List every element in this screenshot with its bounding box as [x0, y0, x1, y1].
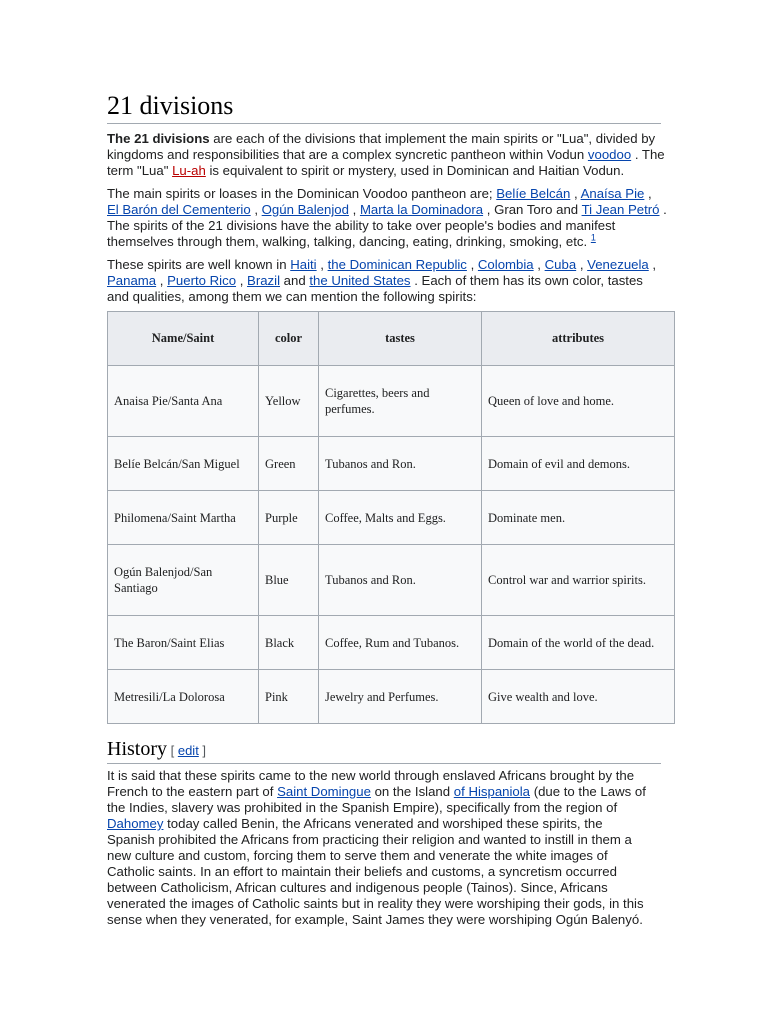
header-color: color	[259, 312, 319, 366]
cell-tastes: Jewelry and Perfumes.	[319, 670, 482, 724]
cell-name-saint: Ogún Balenjod/San Santiago	[108, 545, 259, 616]
link-venezuela[interactable]: Venezuela	[587, 257, 649, 272]
known-paragraph: These spirits are well known in Haiti , the Dominican Republic , Colombia , Cuba , Venezuela , Panama , Puerto Rico , Brazil and the United States . Each of them has its own color, tastes and qualities, among them we can mention the following spirits:	[107, 257, 657, 304]
cell-color: Pink	[259, 670, 319, 724]
reference-link[interactable]: 1	[590, 232, 596, 243]
edit-section-link[interactable]: edit	[177, 743, 199, 758]
cell-name-saint: Metresili/La Dolorosa	[108, 670, 259, 724]
link-of-hispaniola[interactable]: of Hispaniola	[453, 784, 531, 799]
cell-tastes: Cigarettes, beers and perfumes.	[319, 366, 482, 437]
link-haiti[interactable]: Haiti	[290, 257, 317, 272]
cell-color: Purple	[259, 491, 319, 545]
table-row	[108, 437, 675, 491]
table-row	[108, 491, 675, 545]
cell-attributes: Queen of love and home.	[482, 366, 675, 437]
cell-attributes: Domain of evil and demons.	[482, 437, 675, 491]
table-row	[108, 670, 675, 724]
cell-tastes: Tubanos and Ron.	[319, 437, 482, 491]
link-saint-domingue[interactable]: Saint Domingue	[277, 784, 371, 799]
spirits-table	[107, 311, 675, 724]
link-panama[interactable]: Panama	[107, 273, 157, 288]
cell-attributes: Dominate men.	[482, 491, 675, 545]
cell-tastes: Coffee, Malts and Eggs.	[319, 491, 482, 545]
link-ti-jean-petro[interactable]: Ti Jean Petró	[581, 202, 660, 217]
cell-color: Yellow	[259, 366, 319, 437]
header-name-saint: Name/Saint	[108, 312, 259, 366]
cell-color: Blue	[259, 545, 319, 616]
history-heading	[107, 737, 661, 764]
cell-attributes: Control war and warrior spirits.	[482, 545, 675, 616]
cell-name-saint: Belíe Belcán/San Miguel	[108, 437, 259, 491]
table-row	[108, 616, 675, 670]
link-ogun-balenjod[interactable]: Ogún Balenjod	[261, 202, 349, 217]
cell-attributes: Domain of the world of the dead.	[482, 616, 675, 670]
link-belie-belcan[interactable]: Belíe Belcán	[496, 186, 571, 201]
intro-paragraph: The 21 divisions are each of the divisions that implement the main spirits or "Lua", divided by kingdoms and responsibilities that are a complex syncretic pantheon within Vodun voodoo . The term "Lua" Lu-ah is equivalent to spirit or mystery, used in Dominican and Haitian Vodun.	[107, 131, 665, 178]
cell-attributes: Give wealth and love.	[482, 670, 675, 724]
cell-tastes: Coffee, Rum and Tubanos.	[319, 616, 482, 670]
cell-color: Black	[259, 616, 319, 670]
link-lu-ah[interactable]: Lu-ah	[172, 163, 206, 178]
link-dominican-republic[interactable]: the Dominican Republic	[327, 257, 467, 272]
link-el-baron-del-cementerio[interactable]: El Barón del Cementerio	[107, 202, 251, 217]
edit-section: [ edit ]	[167, 743, 207, 758]
link-marta-la-dominadora[interactable]: Marta la Dominadora	[359, 202, 484, 217]
table-row	[108, 545, 675, 616]
history-heading-text: History	[107, 738, 167, 760]
table-header-row	[108, 312, 675, 366]
link-united-states[interactable]: the United States	[309, 273, 411, 288]
cell-name-saint: The Baron/Saint Elias	[108, 616, 259, 670]
cell-color: Green	[259, 437, 319, 491]
link-voodoo[interactable]: voodoo	[587, 147, 632, 162]
cell-name-saint: Philomena/Saint Martha	[108, 491, 259, 545]
page-title: 21 divisions	[107, 90, 661, 124]
link-puerto-rico[interactable]: Puerto Rico	[167, 273, 237, 288]
link-anaisa-pie[interactable]: Anaísa Pie	[580, 186, 645, 201]
link-cuba[interactable]: Cuba	[544, 257, 577, 272]
link-dahomey[interactable]: Dahomey	[107, 816, 164, 831]
cell-name-saint: Anaisa Pie/Santa Ana	[108, 366, 259, 437]
pantheon-paragraph: The main spirits or loases in the Dominican Voodoo pantheon are; Belíe Belcán , Anaísa Pie , El Barón del Cementerio , Ogún Balenjod , Marta la Dominadora , Gran Toro and Ti Jean Petró . The spirits of the 21 divisions have the ability to take over people's bodies and manifest themselves through them, walking, talking, dancing, eating, drinking, smoking, etc. $^1$	[107, 186, 667, 249]
link-brazil[interactable]: Brazil	[247, 273, 281, 288]
header-tastes: tastes	[319, 312, 482, 366]
table-row	[108, 366, 675, 437]
cell-tastes: Tubanos and Ron.	[319, 545, 482, 616]
link-colombia[interactable]: Colombia	[477, 257, 534, 272]
intro-bold-term: The 21 divisions	[107, 131, 210, 146]
header-attributes: attributes	[482, 312, 675, 366]
history-paragraph: It is said that these spirits came to the new world through enslaved Africans brought by the French to the eastern part of Saint Domingue on the Island of Hispaniola (due to the Laws of the Indies, slavery was prohibited in the Spanish Empire), specifically from the region of Dahomey today called Benin, the Africans venerated and worshiped these spirits, the Spanish prohibited the Africans from practicing their religion and wanted to instill in them a new culture and custom, forcing them to serve them and venerate the white images of Catholic saints. In an effort to maintain their beliefs and customs, a syncretism occurred between Catholicism, African cultures and indigenous people (Tainos). Since, Africans venerated the images of Catholic saints but in reality they were worshiping their gods, in this sense when they venerated, for example, Saint James they were worshiping Ogún Balenyó.	[107, 768, 646, 927]
